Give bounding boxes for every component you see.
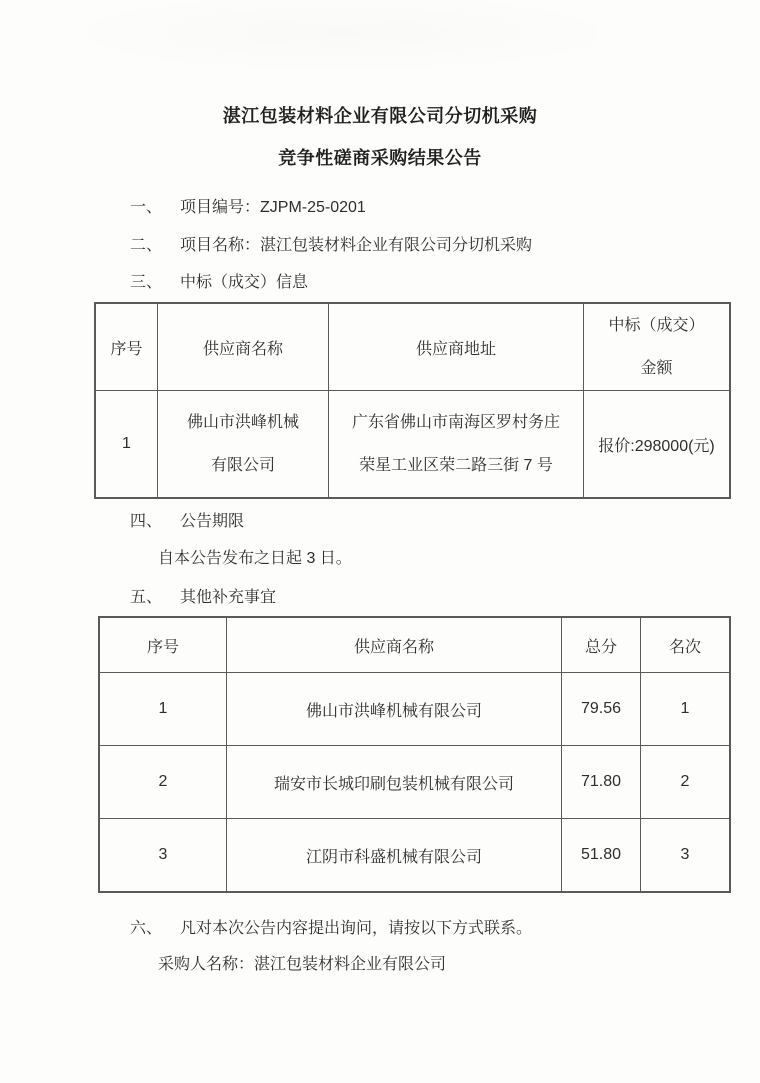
score-cell-supplier-name: 瑞安市长城印刷包装机械有限公司 xyxy=(227,746,562,819)
section-text: 公告期限 xyxy=(180,513,245,531)
section-number: 四、 xyxy=(130,513,163,531)
score-cell-rank: 2 xyxy=(641,746,730,819)
section-text: 其他补充事宜 xyxy=(180,589,277,607)
score-cell-rank: 3 xyxy=(641,819,730,892)
award-supplier-address-text: 广东省佛山市南海区罗村务庄荣星工业区荣二路三街 7 号 xyxy=(351,414,560,475)
section-number: 三、 xyxy=(130,274,163,291)
score-table-row xyxy=(100,673,730,746)
section-number: 六、 xyxy=(130,920,163,938)
section-supplementary xyxy=(0,587,760,609)
score-cell-supplier-name: 江阴市科盛机械有限公司 xyxy=(227,819,562,892)
score-header-total-score: 总分 xyxy=(562,618,641,673)
score-header-index: 序号 xyxy=(100,618,227,673)
score-table-header-row xyxy=(100,618,730,673)
award-cell-supplier-name xyxy=(158,391,329,498)
award-header-supplier-address: 供应商地址 xyxy=(329,304,584,391)
award-table-row xyxy=(96,391,730,498)
section-award-info xyxy=(0,272,760,294)
section-notice-period xyxy=(0,511,760,533)
document-title-line2: 竞争性磋商采购结果公告 xyxy=(278,148,482,168)
award-header-index: 序号 xyxy=(96,304,158,391)
score-table-row xyxy=(100,819,730,892)
score-cell-index: 3 xyxy=(100,819,227,892)
section-number: 二、 xyxy=(130,237,163,254)
notice-period-text: 自本公告发布之日起 3 日。 xyxy=(158,550,352,568)
section-text: 项目名称：湛江包装材料企业有限公司分切机采购 xyxy=(180,237,533,254)
section-text: 中标（成交）信息 xyxy=(180,274,309,291)
award-supplier-name-text: 佛山市洪峰机械有限公司 xyxy=(186,414,299,475)
score-header-rank: 名次 xyxy=(641,618,730,673)
score-cell-total-score: 71.80 xyxy=(562,746,641,819)
award-table xyxy=(95,303,730,498)
score-header-supplier-name: 供应商名称 xyxy=(227,618,562,673)
award-cell-supplier-address xyxy=(329,391,584,498)
score-cell-index: 1 xyxy=(100,673,227,746)
award-header-amount-text: 中标（成交）金额 xyxy=(608,317,705,378)
award-table-header-row xyxy=(96,304,730,391)
score-cell-total-score: 79.56 xyxy=(562,673,641,746)
section-project-number xyxy=(0,197,760,219)
section-project-name xyxy=(0,235,760,257)
section-contact-intro xyxy=(0,918,760,940)
score-table-row xyxy=(100,746,730,819)
section-number: 五、 xyxy=(130,589,163,607)
award-header-supplier-name: 供应商名称 xyxy=(158,304,329,391)
section-number: 一、 xyxy=(130,199,163,216)
purchaser-name-line: 采购人名称：湛江包装材料企业有限公司 xyxy=(158,956,447,974)
score-cell-index: 2 xyxy=(100,746,227,819)
award-header-amount xyxy=(584,304,730,391)
section-text: 凡对本次公告内容提出询问，请按以下方式联系。 xyxy=(180,920,533,938)
document-title-line1: 湛江包装材料企业有限公司分切机采购 xyxy=(222,106,538,126)
award-cell-amount: 报价:298000(元) xyxy=(584,391,730,498)
award-cell-index: 1 xyxy=(96,391,158,498)
score-cell-rank: 1 xyxy=(641,673,730,746)
section-text: 项目编号：ZJPM-25-0201 xyxy=(180,199,366,216)
score-cell-total-score: 51.80 xyxy=(562,819,641,892)
score-cell-supplier-name: 佛山市洪峰机械有限公司 xyxy=(227,673,562,746)
score-table xyxy=(99,617,730,892)
